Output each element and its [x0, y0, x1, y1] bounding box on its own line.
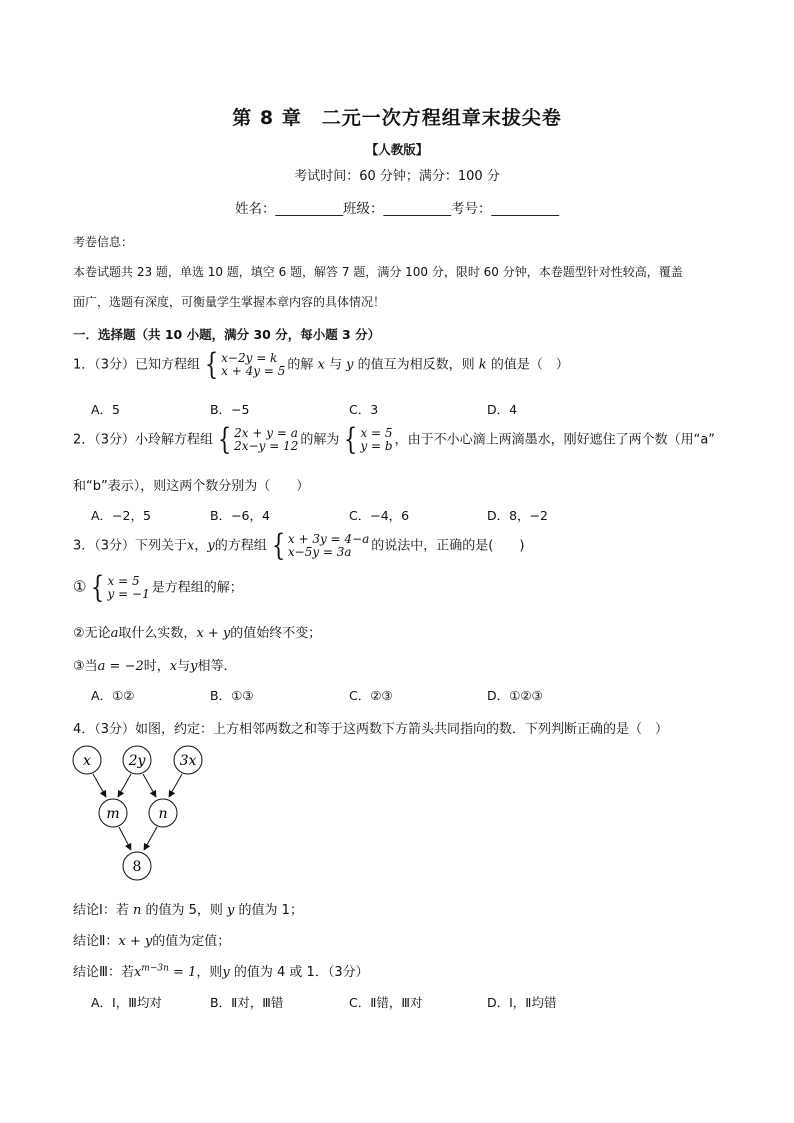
question-2 — [73, 422, 716, 457]
q4-var: y — [227, 903, 235, 918]
q2-text: 的解为 — [300, 432, 340, 448]
q1-var: x — [317, 357, 325, 373]
q3-option-a[interactable]: A．①② — [91, 688, 135, 703]
node-label: n — [158, 806, 168, 822]
q3-prefix: 3．（3分）下列关于 — [73, 538, 188, 554]
q1-option-d[interactable]: D．4 — [487, 402, 518, 417]
q2-option-d[interactable]: D．8，−2 — [487, 508, 549, 523]
node-label: m — [106, 806, 120, 822]
q4-text: 的值为定值； — [152, 934, 231, 949]
q3-s1-system — [88, 570, 150, 605]
node-label: 3x — [179, 753, 197, 769]
q1-eq1: x−2y = k — [221, 351, 278, 365]
q2-eq2: 2x−y = 12 — [234, 439, 299, 453]
q3-text: 与 — [177, 659, 191, 674]
q3-eq1: x + 3y = 4−a — [287, 532, 370, 546]
arrow-m-to-8 — [119, 827, 131, 850]
arrow-2y-to-m — [118, 774, 131, 797]
node-label: 2y — [128, 753, 146, 769]
q4-text: 的值为 4 或 1．（3分） — [233, 965, 369, 980]
q4-option-c[interactable]: C．Ⅱ错，Ⅲ对 — [349, 995, 423, 1010]
q4-conclusion-1 — [73, 899, 303, 918]
q3-text: 的值始终不变； — [230, 626, 322, 641]
q3-expr: x + y — [196, 626, 231, 641]
edition-label: 【人教版】 — [365, 142, 429, 157]
q3-var: a — [110, 626, 119, 641]
q4-text: 的值为 5，则 — [145, 903, 223, 918]
brace-icon: { — [217, 422, 232, 457]
q4-text: 结论Ⅲ：若 — [73, 965, 134, 980]
q4-option-b[interactable]: B．Ⅱ对，Ⅲ错 — [210, 995, 284, 1010]
q4-text: 结论Ⅱ： — [73, 934, 119, 949]
brace-icon: { — [271, 528, 286, 563]
q3-option-d[interactable]: D．①②③ — [487, 688, 543, 703]
q3-text: 的方程组 — [214, 538, 267, 554]
q2-option-b[interactable]: B．−6，4 — [210, 508, 270, 523]
page-title: 第 8 章 二元一次方程组章末拔尖卷 — [232, 107, 562, 129]
brace-icon: { — [204, 347, 219, 382]
q4-text: 结论Ⅰ：若 — [73, 903, 129, 918]
q4-var: n — [132, 903, 142, 918]
q3-text: 取什么实数， — [118, 626, 197, 641]
q4-expr: = 1 — [168, 965, 197, 980]
arrow-x-to-m — [93, 774, 106, 797]
q3-text: 相等． — [197, 659, 237, 674]
q2-text: ，由于不小心滴上两滴墨水，刚好遮住了两个数（用“a” — [394, 432, 716, 448]
q2-option-c[interactable]: C．−4，6 — [349, 508, 410, 523]
q3-eq2: x−5y = 3a — [287, 545, 352, 559]
q1-var: k — [478, 357, 487, 373]
q4-text: 的值为 1； — [238, 903, 303, 918]
q2-solution — [341, 422, 393, 457]
question-4: 4．（3分）如图，约定：上方相邻两数之和等于这两数下方箭头共同指向的数．下列判断正确的是（ ） — [73, 722, 669, 737]
q2-option-a[interactable]: A．−2，5 — [91, 508, 151, 523]
q1-prefix: 1．（3分）已知方程组 — [73, 357, 201, 373]
q4-text: ，则 — [196, 965, 223, 980]
q3-text: 是方程组的解； — [151, 580, 243, 596]
q3-expr: a = −2 — [97, 659, 144, 674]
q3-var: y — [207, 538, 215, 554]
q1-option-c[interactable]: C．3 — [349, 402, 379, 417]
info-line-2: 面广，选题有深度，可衡量学生掌握本章内容的具体情况！ — [73, 295, 386, 309]
q3-s1-eq1: x = 5 — [107, 574, 140, 588]
q3-text: ③当 — [73, 659, 98, 674]
student-id-line: 姓名：__________班级：__________考号：__________ — [235, 201, 559, 217]
node-label: 8 — [132, 859, 142, 875]
section-heading: 一．选择题（共 10 小题，满分 30 分，每小题 3 分） — [73, 327, 381, 342]
q2-sol2: y = b — [360, 439, 393, 453]
exam-info: 考试时间：60 分钟；满分：100 分 — [294, 169, 500, 184]
q3-option-c[interactable]: C．②③ — [349, 688, 393, 703]
info-label: 考卷信息： — [73, 235, 134, 249]
q1-eq2: x + 4y = 5 — [221, 364, 286, 378]
q4-var: x — [133, 965, 142, 980]
question-3 — [73, 528, 525, 563]
q3-var: x — [169, 659, 178, 674]
q4-conclusion-2 — [73, 930, 230, 949]
q1-text: 的值是（ ） — [490, 357, 569, 373]
q1-text: 的值互为相反数，则 — [357, 357, 475, 373]
q3-statement-2 — [73, 622, 321, 641]
q2-prefix: 2．（3分）小玲解方程组 — [73, 432, 214, 448]
q3-mark: ① — [73, 577, 87, 596]
q4-conclusion-3 — [73, 961, 369, 980]
q3-var: y — [190, 659, 198, 674]
q4-var: y — [222, 965, 230, 980]
q3-option-b[interactable]: B．①③ — [210, 688, 254, 703]
q3-statement-1 — [73, 570, 243, 605]
brace-icon: { — [91, 570, 105, 605]
q3-text: ②无论 — [73, 626, 111, 641]
q1-option-a[interactable]: A．5 — [91, 402, 121, 417]
info-line-1: 本卷试题共 23 题，单选 10 题，填空 6 题，解答 7 题，满分 100 分，限时 60 分钟，本卷题型针对性较高，覆盖 — [73, 265, 683, 279]
q1-text: 与 — [328, 357, 342, 373]
arrow-n-to-8 — [144, 827, 157, 850]
q4-exponent: m−3n — [141, 963, 169, 974]
q3-text: 的说法中，正确的是( ) — [371, 538, 525, 554]
q4-option-d[interactable]: D．Ⅰ，Ⅱ均错 — [487, 995, 557, 1010]
q4-diagram — [60, 740, 220, 890]
node-label: x — [83, 753, 91, 769]
q3-statement-3 — [73, 655, 236, 674]
q3-s1-eq2: y = −1 — [107, 587, 150, 601]
q2-sol1: x = 5 — [360, 426, 393, 440]
q2-line-2: 和“b”表示），则这两个数分别为（ ） — [73, 479, 310, 494]
q3-text: ， — [194, 538, 208, 554]
question-1 — [73, 347, 569, 382]
q2-eq1: 2x + y = a — [234, 426, 298, 440]
q1-system — [202, 347, 286, 382]
q3-text: 时， — [143, 659, 170, 674]
q2-system — [215, 422, 299, 457]
q3-var: x — [187, 538, 195, 554]
q3-system — [269, 528, 370, 563]
q1-text: 的解 — [287, 357, 314, 373]
brace-icon: { — [344, 422, 358, 457]
arrow-3x-to-n — [169, 774, 182, 797]
q1-var: y — [346, 357, 354, 373]
arrow-2y-to-n — [143, 774, 156, 797]
q4-option-a[interactable]: A．Ⅰ，Ⅲ均对 — [91, 995, 162, 1010]
q1-option-b[interactable]: B．−5 — [210, 402, 250, 417]
q4-expr: x + y — [118, 934, 153, 949]
